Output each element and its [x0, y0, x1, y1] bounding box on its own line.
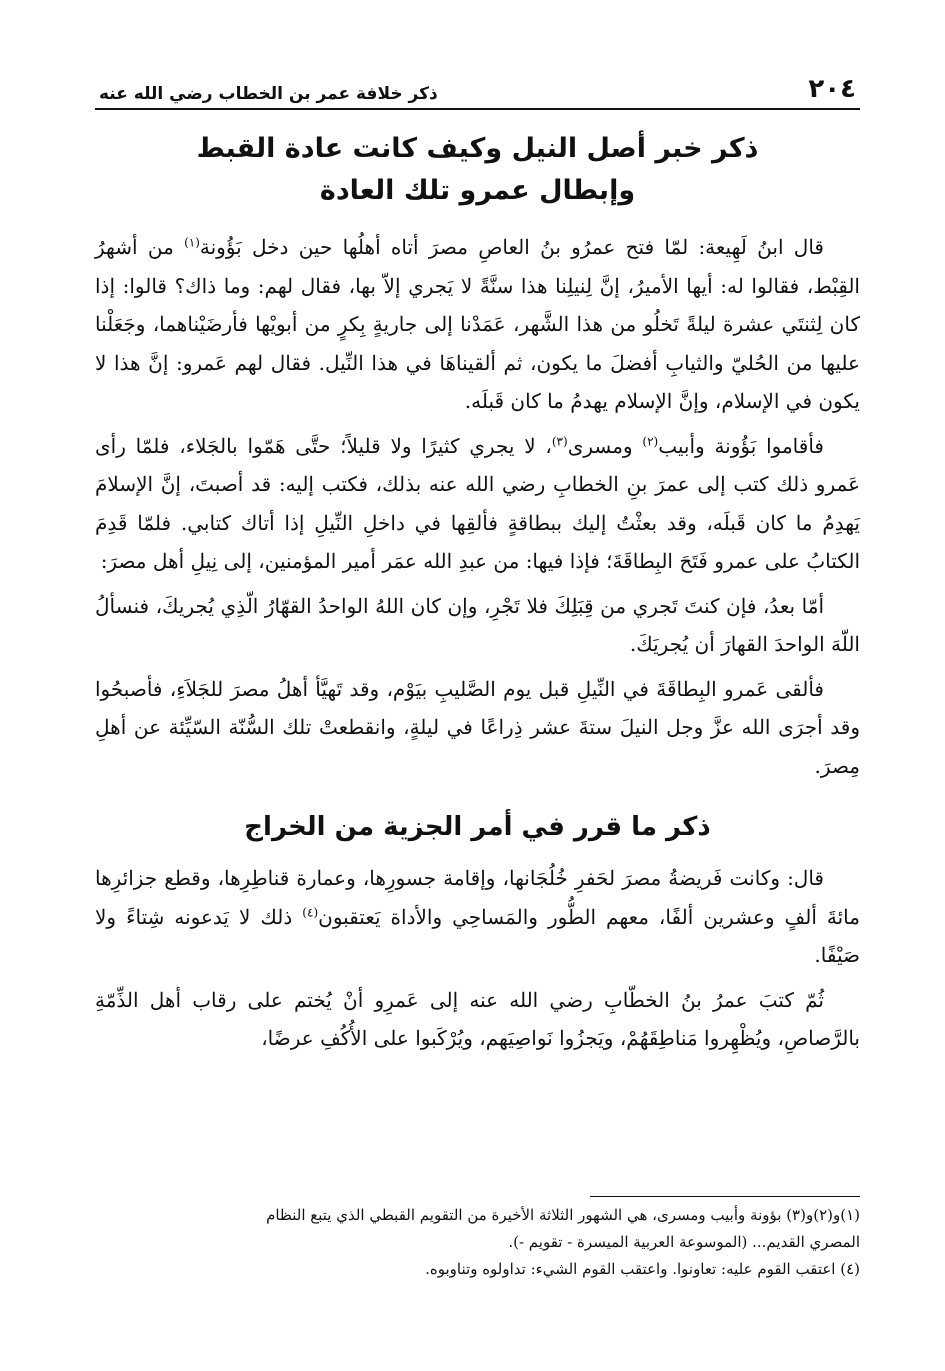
paragraph-text: ذلك لا يَدعونه شِتاءً ولا صَيْفًا. — [95, 904, 860, 967]
page-number: ٢٠٤ — [808, 74, 856, 104]
section-heading-nile — [95, 128, 860, 212]
footnote-ref-4: (٤) — [302, 904, 319, 919]
paragraph-text: ومسرى — [567, 433, 643, 458]
paragraph-text: قال ابنُ لَهِيعة: لمّا فتح عمرُو بنُ العاصِ مصرَ أتاه أهلُها حين دخل بَؤُونة — [199, 235, 824, 259]
page-body — [95, 60, 860, 1278]
running-title: ذكر خلافة عمر بن الخطاب رضي الله عنه — [99, 84, 438, 104]
running-header — [95, 60, 860, 110]
footnote-ref-1: (١) — [184, 235, 200, 250]
paragraph-1 — [95, 228, 860, 421]
paragraph-5 — [95, 859, 860, 975]
footnotes — [95, 1202, 860, 1283]
section-heading-jizya: ذكر ما قرر في أمر الجزية من الخراج — [244, 812, 711, 842]
paragraph-text: ، لا يجري كثيرًا ولا قليلاً؛ حتَّى هَمّوا بالجَلاء، فلمّا رأى عَمرو ذلك كتب إلى عمرَ بنِ الخطابِ رضي الله عنه بذلك، فكتب إليه: قد أصبتَ، إنَّ الإسلامَ يَهدِمُ ما كان قَبلَه، وقد بعثْتُ إليك ببطاقةٍ فألقِها في داخلِ النِّيلِ إذا أتاك كتابي. فلمّا قَدِمَ الكتابُ على عمرو فَتَحَ البِطاقَةَ؛ فإذا فيها: من عبدِ الله عمَر أمير المؤمنين، إلى نِيلِ أهل مصرَ: — [95, 433, 860, 573]
footnote-line: (١)و(٢)و(٣) بؤونة وأبيب ومسرى، هي الشهور الثلاثة الأخيرة من التقويم القبطي الذي يتبع النظام — [266, 1206, 860, 1224]
paragraph-4: فألقى عَمرو البِطاقَةَ في النِّيلِ قبل يوم الصَّليبِ بيَوْم، وقد تَهيَّأ أهلُ مصرَ للجَلاَءِ، فأصبحُوا وقد أجرَى الله عزَّ وجل النيلَ ستةَ عشر ذِراعًا في ليلةٍ، وانقطعتْ تلك السُّنّة السّيِّئة عن أهلِ مِصرَ. — [95, 676, 860, 778]
footnote-1 — [95, 1202, 860, 1256]
heading-line-2: وإبطال عمرو تلك العادة — [319, 175, 636, 206]
paragraph-text: قال: وكانت فَريضةُ مصرَ لحَفرِ خُلُجَانها، وإقامة جسورِها، وعمارة قناطِرِها، وقطع جزائرِها مائةَ ألفٍ وعشرين ألفًا، معهم الطُّور والمَساحِي والأداة يَعتقبون — [95, 866, 860, 929]
footnote-ref-3: (٣) — [551, 433, 568, 448]
footnote-2: (٤) اعتقب القوم عليه: تعاونوا. واعتقب القوم الشيء: تداولوه وتناوبوه. — [425, 1260, 860, 1278]
paragraph-text: من أشهرُ القِبْط، فقالوا له: أيها الأميرُ، إنَّ لِنيلِنا هذا سنَّةً لا يَجري إلاّ بها، فقال لهم: وما ذاك؟ قالوا: إذا كان لِثنتَي عشرة ليلةً تَخلُو من هذا الشَّهر، عَمَدْنا إلى جاريةٍ بِكرٍ من أبويْها فأرضَيْناهما، وجَعَلْنا عليها من الحُليّ والثيابِ أفضلَ ما يكون، ثم ألقيناهَا في هذا النِّيل. فقال لهم عَمرو: إنَّ هذا لا يكون في الإسلام، وإنَّ الإسلام يهدمُ ما كان قَبلَه. — [95, 235, 860, 413]
footnote-line: المصري القديم... (الموسوعة العربية الميسرة - تقويم -). — [508, 1233, 860, 1251]
paragraph-text: فأقاموا بَؤُونة وأبيب — [658, 433, 824, 458]
heading-line-1: ذكر خبر أصل النيل وكيف كانت عادة القبط — [196, 133, 759, 164]
paragraph-3: أمّا بعدُ، فإن كنتَ تَجري من قِبَلِكَ فلا تَجْرِ، وإن كان اللهُ الواحدُ القهّارُ الّذِي يُجريكَ، فنسألُ اللّهَ الواحدَ القهارَ أن يُجريَكَ. — [95, 593, 860, 656]
paragraph-2 — [95, 427, 860, 581]
paragraph-6: ثُمّ كتبَ عمرُ بنُ الخطّابِ رضي الله عنه إلى عَمرِو أنْ يُختم على رقاب أهل الذِّمّةِ بالرَّصاصِ، ويُظْهِروا مَناطِقَهُمْ، ويَجزُوا نَواصِيَهم، ويُرْكَبوا على الأُكُفِ عرضًا، — [95, 987, 860, 1050]
footnote-divider — [590, 1196, 860, 1197]
footnote-ref-2: (٢) — [642, 433, 659, 448]
